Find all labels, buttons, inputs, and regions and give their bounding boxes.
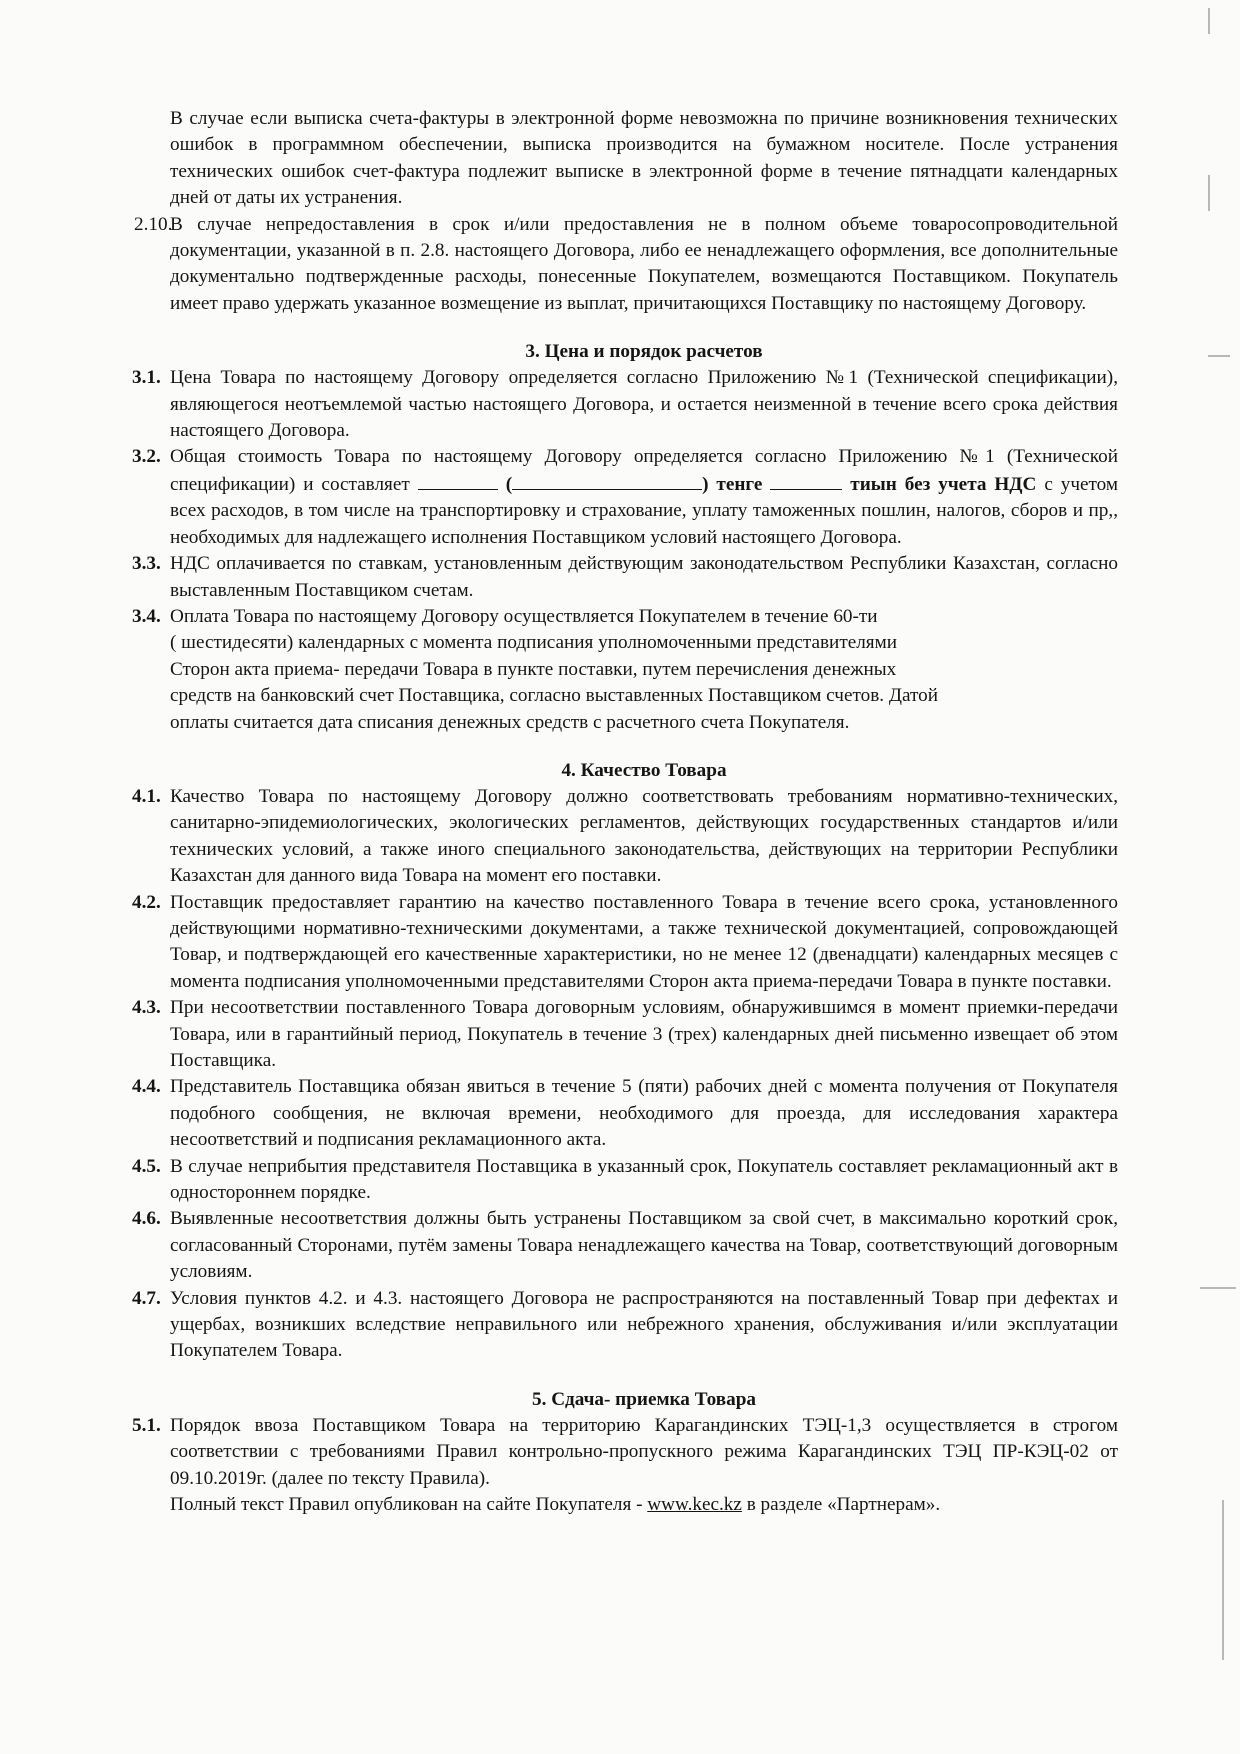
clause-number: 4.6. (132, 1208, 161, 1230)
scan-edge-mark (1208, 8, 1210, 34)
website-link[interactable]: www.kec.kz (647, 1494, 742, 1516)
clause-3-2 (132, 444, 1119, 551)
section-4-heading: 4. Качество Товара (561, 759, 727, 781)
clause-number: 3.2. (132, 446, 161, 468)
clause-3-1 (132, 365, 1118, 444)
section-3-heading: 3. Цена и порядок расчетов (525, 341, 763, 363)
clause-text: В случае неприбытия представителя Поставщика в указанный срок, Покупатель составляет рекламационный акт в одностороннем порядке. (170, 1155, 1118, 1204)
clause-line: оплаты считается дата списания денежных средств с расчетного счета Покупателя. (170, 711, 850, 733)
clause-3-4 (132, 604, 1118, 736)
clause-text (170, 604, 1118, 736)
clause-4-6 (132, 1206, 1118, 1285)
clause-text (170, 1413, 1118, 1519)
scan-edge-mark (1222, 1500, 1224, 1660)
clause-text-part: Общая стоимость Товара по настоящему Договору определяется согласно Приложению №1 (Технической спецификации) и составляет (170, 446, 1118, 495)
clause-number: 4.1. (132, 785, 161, 807)
clause-text-part (170, 1492, 1118, 1518)
paren-open: ( (505, 473, 513, 495)
clause-text: НДС оплачивается по ставкам, установленным действующим законодательством Республики Казахстан, согласно выставленным Поставщиком счетам. (170, 553, 1118, 601)
clause-text (170, 444, 1118, 551)
clause-text-part: с учетом всех расходов, в том числе на транспортировку и страхование, уплату таможенных пошлин, налогов, сборов и пр,, необходимых для надлежащего исполнения Поставщиком условий настоящего Договора. (170, 473, 1119, 548)
clause-number: 4.4. (132, 1076, 161, 1098)
clause-line: Оплата Товара по настоящему Договору осуществляется Покупателем в течение 60-ти (170, 605, 878, 627)
clause-text: Представитель Поставщика обязан явиться в течение 5 (пяти) рабочих дней с момента получения от Покупателя подобного сообщения, не включая времени, необходимого для проезда, для исследования характера несоответствий и подписания рекламационного акта. (170, 1076, 1118, 1151)
clause-text-part: Порядок ввоза Поставщиком Товара на территорию Карагандинских ТЭЦ-1,3 осуществляется в строгом соответствии с требованиями Правил контрольно-пропускного режима Карагандинских ТЭЦ ПР-КЭЦ-02 от 09.10.2019г. (далее по тексту Правила). (170, 1414, 1118, 1489)
clause-number: 3.1. (132, 367, 161, 389)
clause-number: 4.2. (132, 891, 161, 913)
clause-4-1 (132, 784, 1118, 890)
contract-text (132, 106, 1119, 1519)
clause-text: В случае непредоставления в срок и/или предоставления не в полном объеме товаросопроводительной документации, указанной в п. 2.8. настоящего Договора, либо ее ненадлежащего оформления, все дополнительные документально подтвержденные расходы, понесенные Покупателем, возмещаются Поставщиком. Покупатель имеет право удержать указанное возмещение из выплат, причитающихся Поставщику по настоящему Договору. (170, 213, 1118, 314)
clause-number: 4.3. (132, 997, 161, 1019)
clause-4-3 (132, 995, 1118, 1074)
clause-text: При несоответствии поставленного Товара договорным условиям, обнаружившимся в момент приемки-передачи Товара, или в гарантийный период, Покупатель в течение 3 (трех) календарных дней письменно извещает об этом Поставщика. (170, 997, 1118, 1071)
intro-paragraph: В случае если выписка счета-фактуры в электронной форме невозможна по причине возникновения технических ошибок в программном обеспечении, выписка производится на бумажном носителе. После устранения технических ошибок счет-фактура подлежит выписке в электронной форме в течение пятнадцати календарных дней от даты их устранения. (170, 108, 1118, 209)
clause-line: средств на банковский счет Поставщика, согласно выставленных Поставщиком счетов. Датой (170, 685, 938, 707)
clause-4-5 (132, 1154, 1118, 1207)
vat-note: тиын без учета НДС (850, 473, 1037, 495)
clause-2-10 (134, 212, 1118, 318)
amount-words-blank[interactable] (512, 471, 702, 490)
section-5-heading: 5. Сдача- приемка Товара (532, 1388, 756, 1410)
clause-5-1 (132, 1413, 1118, 1519)
tiyn-blank[interactable] (770, 471, 842, 490)
clause-3-3 (132, 551, 1118, 604)
clause-number: 3.4. (132, 605, 161, 627)
scan-edge-mark (1200, 1287, 1236, 1289)
clause-number: 5.1. (132, 1414, 161, 1436)
clause-number: 3.3. (132, 553, 161, 575)
clause-text: Качество Товара по настоящему Договору должно соответствовать требованиям нормативно-технических, санитарно-эпидемиологических, экологических регламентов, действующих государственных стандартов и/или технических условий, а также иного специального законодательства, действующих на территории Республики Казахстан для данного вида Товара на момент его поставки. (170, 785, 1118, 887)
amount-blank[interactable] (418, 471, 498, 490)
clause-text: Поставщик предоставляет гарантию на качество поставленного Товара в течение всего срока, установленного действующими нормативно-техническими документами, а также технической документацией, сопровождающей Товар, и подтверждающей его качественные характеристики, но не менее 12 (двенадцати) календарных месяцев с момента подписания уполномоченными представителями Сторон акта приема-передачи Товара в пункте поставки. (170, 891, 1118, 992)
scan-edge-mark (1208, 355, 1230, 357)
clause-4-2 (132, 890, 1118, 996)
clause-number: 2.10. (134, 213, 173, 235)
clause-line: ( шестидесяти) календарных с момента подписания уполномоченными представителями (170, 632, 898, 654)
clause-number: 4.7. (132, 1287, 161, 1309)
clause-text-fragment: Полный текст Правил опубликован на сайте Покупателя - (170, 1494, 643, 1516)
currency-label: ) тенге (702, 473, 763, 495)
clause-4-7 (132, 1286, 1118, 1365)
clause-line: Сторон акта приема- передачи Товара в пункте поставки, путем перечисления денежных (170, 658, 897, 680)
clause-text: Выявленные несоответствия должны быть устранены Поставщиком за свой счет, в максимально короткий срок, согласованный Сторонами, путём замены Товара ненадлежащего качества на Товар, соответствующий договорным условиям. (170, 1208, 1118, 1283)
clause-number: 4.5. (132, 1155, 161, 1177)
scan-edge-mark (1208, 175, 1210, 211)
clause-text: Условия пунктов 4.2. и 4.3. настоящего Договора не распространяются на поставленный Товар при дефектах и ущербах, возникших вследствие неправильного или небрежного хранения, обслуживания и/или эксплуатации Покупателем Товара. (170, 1287, 1118, 1362)
clause-text-fragment: в разделе «Партнерам». (746, 1494, 941, 1516)
clause-4-4 (132, 1074, 1118, 1153)
clause-text: Цена Товара по настоящему Договору определяется согласно Приложению №1 (Технической спецификации), являющегося неотъемлемой частью настоящего Договора, и остается неизменной в течение всего срока действия настоящего Договора. (170, 367, 1118, 442)
